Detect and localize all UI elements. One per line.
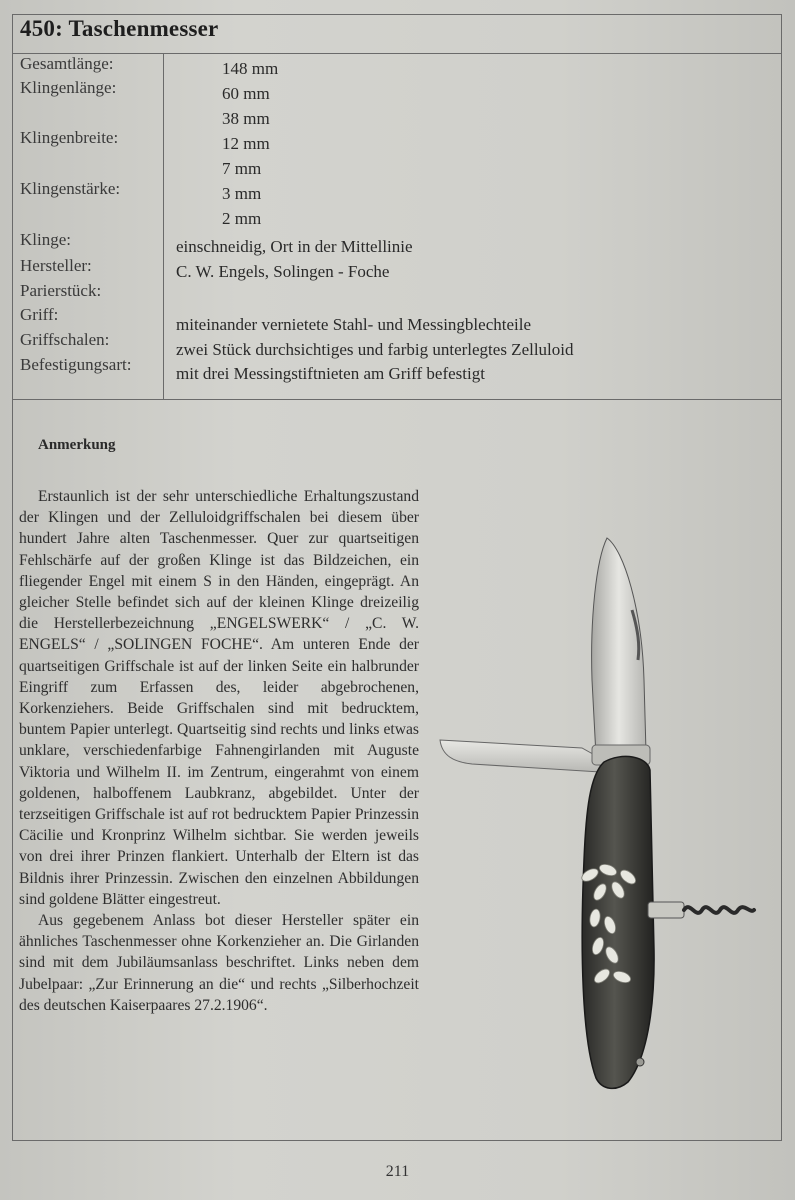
spec-value-klinge: einschneidig, Ort in der Mittellinie (176, 237, 413, 256)
spec-value-klingenstaerke-2: 2 mm (222, 209, 262, 228)
spec-value-klingenbreite-2: 7 mm (222, 159, 262, 178)
spec-label-klinge: Klinge: (20, 230, 71, 249)
spec-label-gesamtlaenge: Gesamtlänge: (20, 54, 114, 73)
spec-value-griffschalen: zwei Stück durchsichtiges und farbig unterlegtes Zelluloid (176, 340, 574, 359)
spec-value-klingenlaenge-1: 60 mm (222, 84, 270, 103)
corkscrew (684, 907, 754, 913)
spec-label-griffschalen: Griffschalen: (20, 330, 110, 349)
spec-value-klingenbreite-1: 12 mm (222, 134, 270, 153)
spec-label-griff: Griff: (20, 305, 59, 324)
pocket-knife-photo (432, 530, 762, 1100)
spec-value-befestigungsart: mit drei Messingstiftnieten am Griff befestigt (176, 364, 485, 383)
spec-label-klingenlaenge: Klingenlänge: (20, 78, 117, 97)
page-number: 211 (385, 1163, 410, 1180)
spec-value-gesamtlaenge: 148 mm (222, 59, 279, 78)
spec-value-griff: miteinander vernietete Stahl- und Messingblechteile (176, 315, 531, 334)
spec-value-klingenlaenge-2: 38 mm (222, 109, 270, 128)
spec-label-parierstueck: Parierstück: (20, 281, 102, 300)
spec-value-hersteller: C. W. Engels, Solingen - Foche (176, 262, 390, 281)
note-paragraph: Erstaunlich ist der sehr unterschiedliche Erhaltungszustand der Klingen und der Zelluloidgriffschalen bei diesem über hundert Jahre alten Taschenmesser. Quer zur quartseitigen Fehlschärfe auf der großen Klinge ist das Bildzeichen, ein fliegender Engel mit einem S in den Händen, eingeprägt. An gleicher Stelle befindet sich auf der kleinen Klinge dreizeilig die Herstellerbezeichnung „ENGELSWERK“ / „C. W. ENGELS“ / „SOLINGEN FOCHE“. Am unteren Ende der quartseitigen Griffschale ist auf der linken Seite ein halbrunder Eingriff zum Erfassen des, leider abgebrochenen, Korkenziehers. Beide Griffschalen sind mit bedrucktem, buntem Papier unterlegt. Quartseitig sind rechts und links etwas unklare, verschiedenfarbige Fahnengirlanden mit Auguste Viktoria und Wilhelm II. im Zentrum, eingerahmt von einem goldenen, halboffenem Laubkranz, abgebildet. Unter der terzseitigen Griffschale ist auf rot bedrucktem Papier Prinzessin Cäcilie und Kronprinz Wilhelm sichtbar. Sie werden jeweils von drei ihrer Prinzen flankiert. Unterhalb der Eltern ist das Bildnis ihrer Prinzessin. Zwischen den einzelnen Abbildungen sind goldene Blätter eingestreut. (19, 488, 419, 908)
spec-label-klingenstaerke: Klingenstärke: (20, 179, 121, 198)
note-paragraph: Aus gegebenem Anlass bot dieser Hersteller später ein ähnliches Taschenmesser ohne Korkenzieher an. Die Girlanden sind mit dem Jubiläumsanlass beschriftet. Links neben dem Jubelpaar: „Zur Erinnerung an die“ und rechts „Silberhochzeit des deutschen Kaiserpaares 27.2.1906“. (19, 912, 419, 1014)
spec-column-divider (163, 54, 164, 400)
page-title: 450: Taschenmesser (20, 16, 219, 41)
small-blade (440, 740, 600, 772)
note-heading: Anmerkung (38, 437, 116, 453)
spec-value-klingenstaerke-1: 3 mm (222, 184, 262, 203)
spec-label-klingenbreite: Klingenbreite: (20, 128, 119, 147)
note-body (19, 486, 419, 1016)
spec-label-befestigungsart: Befestigungsart: (20, 355, 132, 374)
spec-label-hersteller: Hersteller: (20, 256, 92, 275)
